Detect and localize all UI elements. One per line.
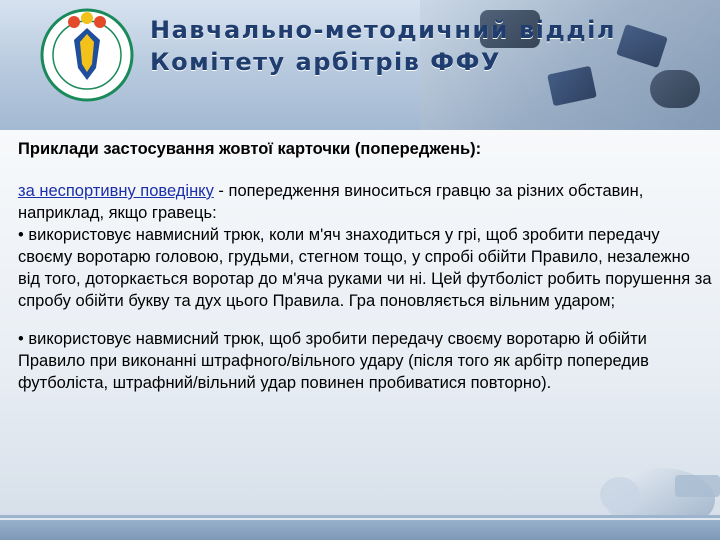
intro-paragraph [18,180,712,224]
bullet-item-1: • використовує навмисний трюк, коли м'яч знаходиться у грі, щоб зробити передачу своєму воротарю головою, грудьми, стегном тощо, у спробі обійти Правило, незалежно від того, доторкається воротар до м'яча руками чи ні. Цей футболіст робить порушення за спробу обійти букву та дух цього Правила. Гра поновляється вільним ударом; [18,226,712,310]
page-title [150,14,616,78]
intro-text: - попередження виноситься гравцю за різних обставин, наприклад, якщо гравець: [18,182,644,222]
header-banner [0,0,720,130]
title-line-2: Комітету арбітрів ФФУ [150,48,501,76]
content-text [18,138,712,394]
ffu-emblem-icon [40,8,134,102]
card-icon [616,24,668,68]
content-heading: Приклади застосування жовтої карточки (попереджень): [18,140,482,158]
stopwatch-icon [650,70,700,108]
unsporting-behaviour-link[interactable]: за неспортивну поведінку [18,182,214,200]
footer-divider [0,518,720,520]
title-line-1: Навчально-методичний відділ [150,16,616,44]
bullet-item-2: • використовує навмисний трюк, щоб зробити передачу своєму воротарю й обійти Правило при виконанні штрафного/вільного удару (після того як арбітр попередив футболіста, штрафний/вільний удар повинен пробиватися повторно). [18,330,649,392]
